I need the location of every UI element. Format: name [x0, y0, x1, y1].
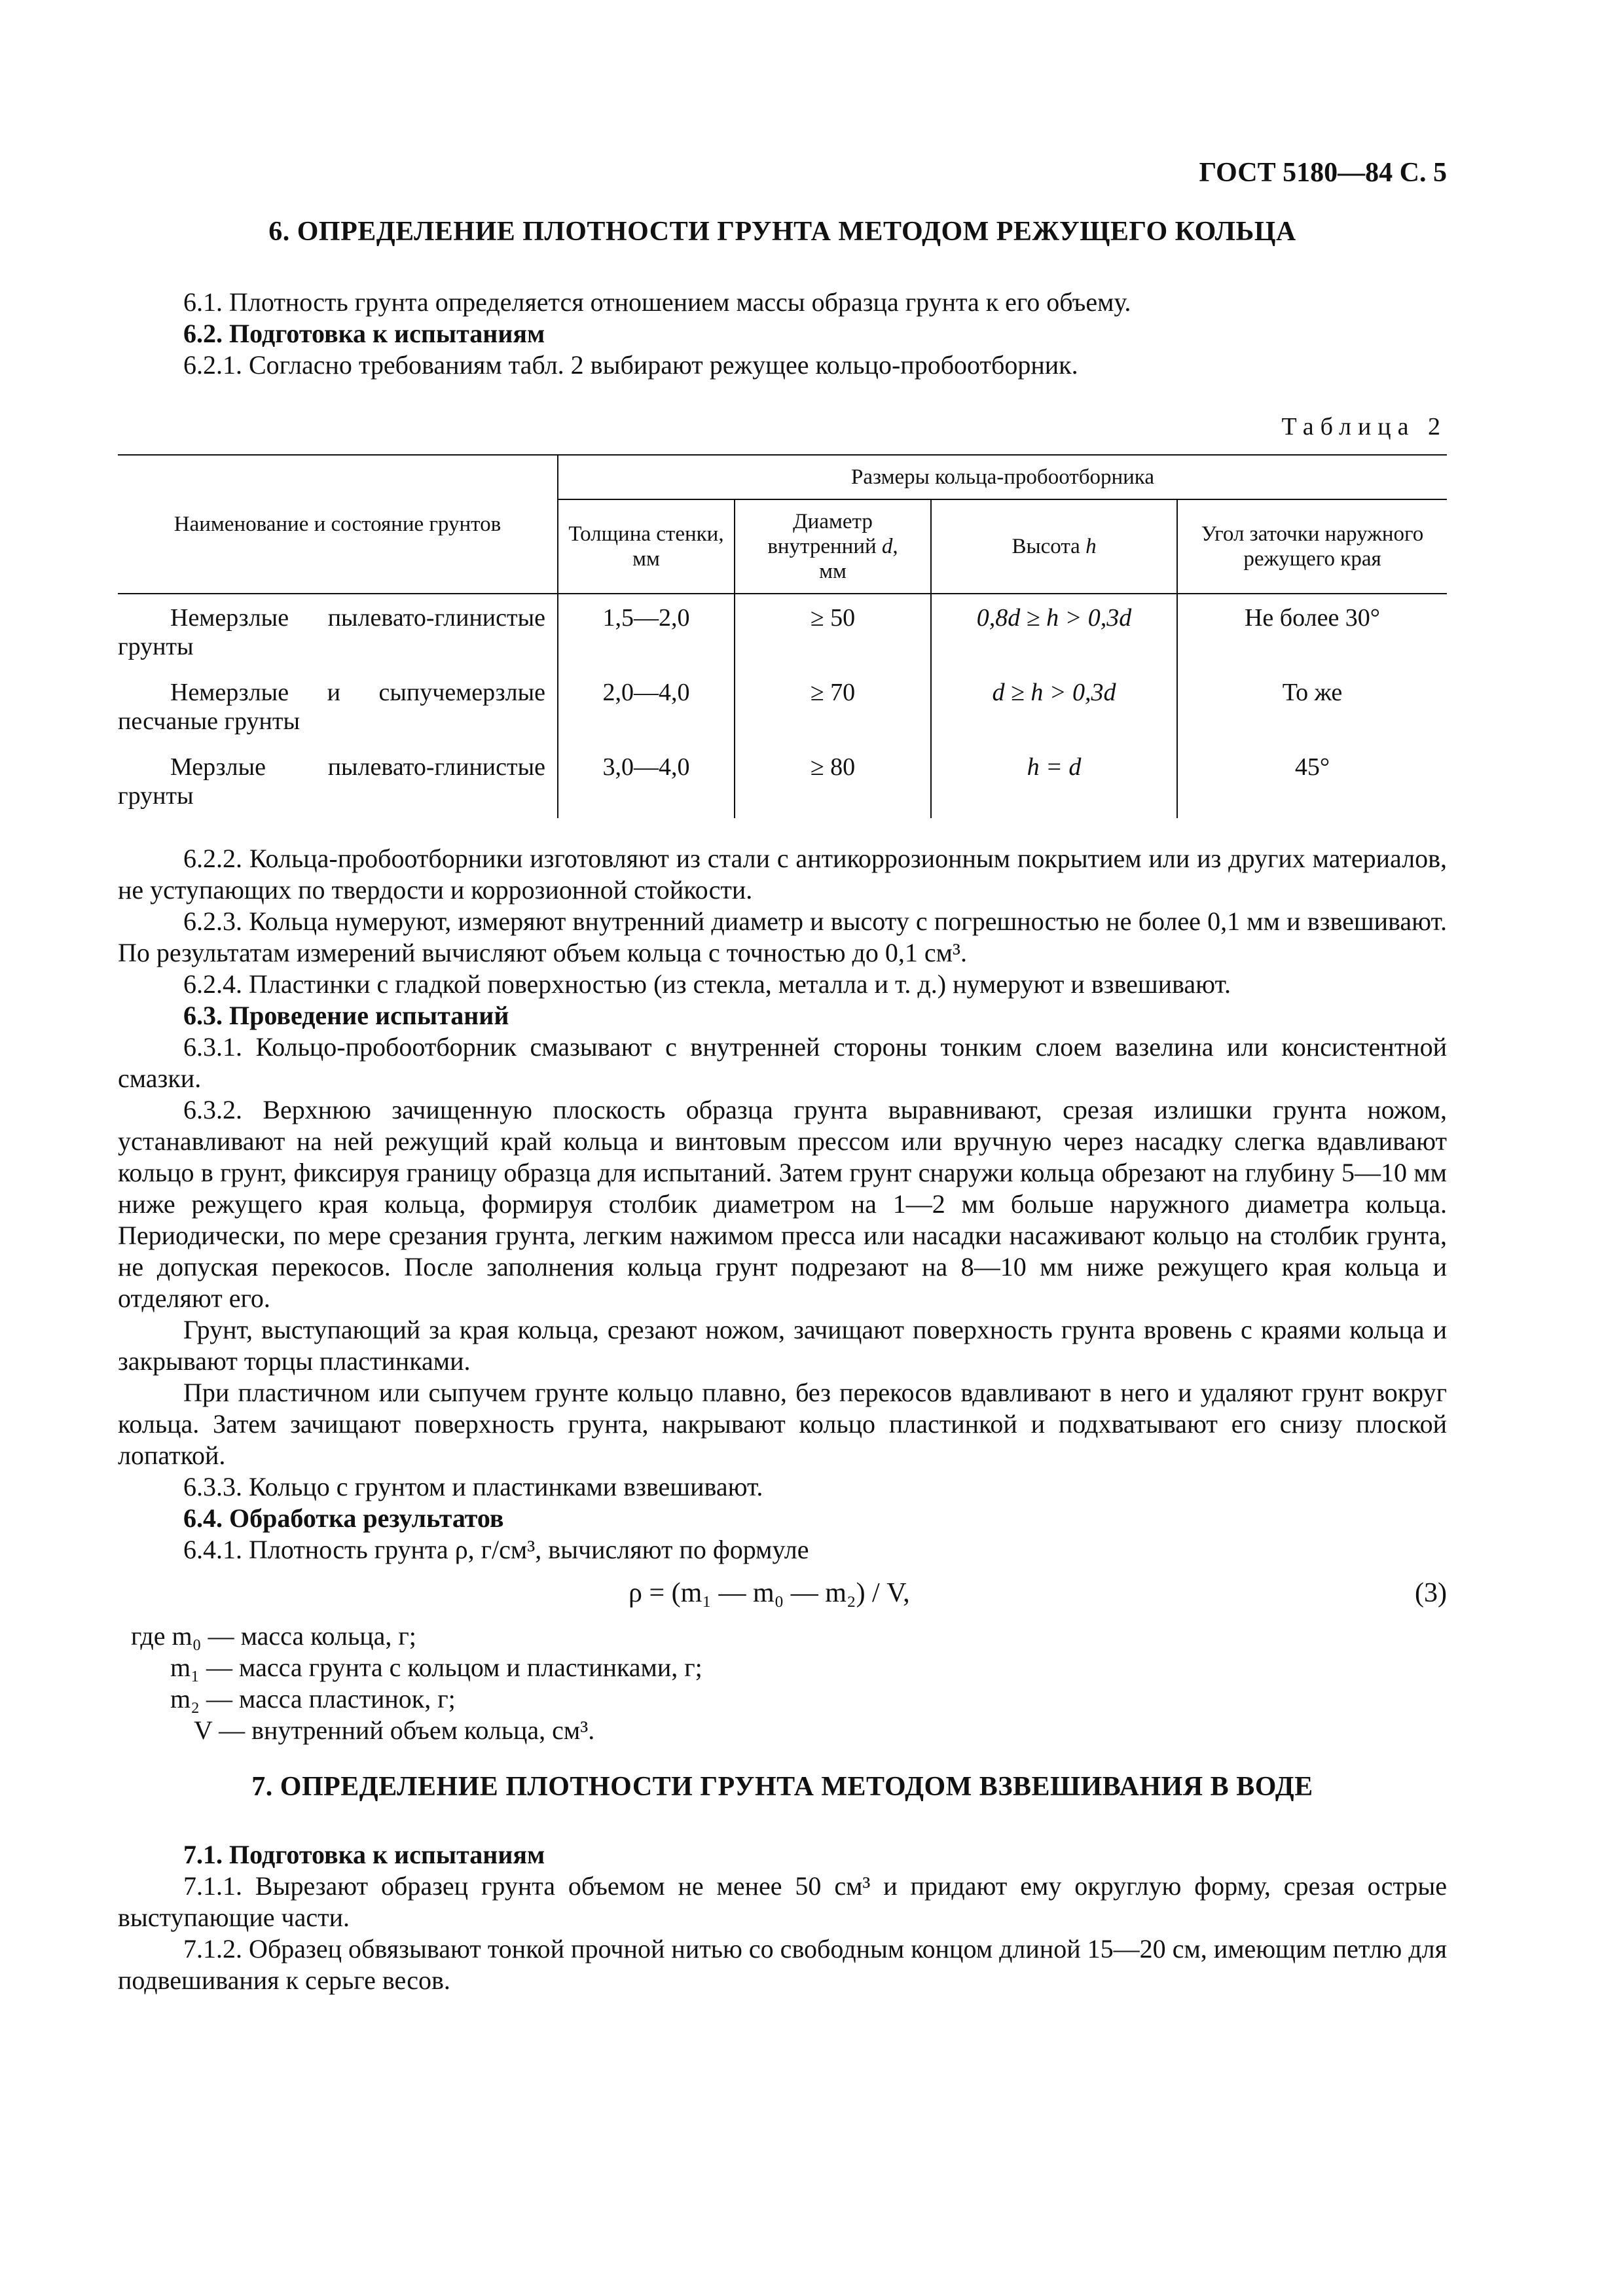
paragraph-6-3-1: 6.3.1. Кольцо-пробоотборник смазывают с внутренней стороны тонким слоем вазелина или консистентной смазки. — [118, 1032, 1447, 1093]
table-caption: Таблица 2 — [1281, 413, 1447, 440]
table-cell-soil: Немерзлые пылевато-глинистые грунты — [118, 604, 545, 660]
formula-legend — [118, 1621, 1447, 1746]
legend-line: m₂ — масса пластинок, г; — [170, 1684, 456, 1713]
subheading-6-2: 6.2. Подготовка к испытаниям — [183, 319, 545, 348]
paragraph-6-2-1: 6.2.1. Согласно требованиям табл. 2 выбирают режущее кольцо-пробоотборник. — [183, 350, 1078, 380]
subheading-7-1: 7.1. Подготовка к испытаниям — [183, 1840, 545, 1869]
legend-line: V — внутренний объем кольца, см³. — [194, 1715, 595, 1745]
table-row — [118, 744, 1447, 818]
legend-line: m₁ — масса грунта с кольцом и пластинками, г; — [170, 1653, 702, 1682]
table-cell-height: d ≥ h > 0,3d — [931, 669, 1177, 744]
table-cell-wall: 1,5—2,0 — [558, 594, 735, 669]
section-6-title: 6. ОПРЕДЕЛЕНИЕ ПЛОТНОСТИ ГРУНТА МЕТОДОМ РЕЖУЩЕГО КОЛЬЦА — [268, 217, 1296, 247]
subheading-6-4: 6.4. Обработка результатов — [183, 1503, 504, 1533]
table-cell-soil: Немерзлые и сыпучемерзлые песчаные грунты — [118, 679, 545, 735]
paragraph-6-2-4: 6.2.4. Пластинки с гладкой поверхностью (из стекла, металла и т. д.) нумеруют и взвешивают. — [183, 969, 1231, 999]
table-header-angle: Угол заточки наружного режущего края — [1177, 499, 1447, 594]
paragraph-7-1-1: 7.1.1. Вырезают образец грунта объемом не менее 50 см³ и придают ему округлую форму, срезая острые выступающие части. — [118, 1871, 1447, 1932]
paragraph-6-3-2-c: При пластичном или сыпучем грунте кольцо плавно, без перекосов вдавливают в него и удаляют грунт вокруг кольца. Затем зачищают поверхность грунта, накрывают кольцо пластинкой и подхватывают его снизу плоской лопаткой. — [118, 1378, 1447, 1470]
legend-line: где m₀ — масса кольца, г; — [131, 1621, 416, 1651]
table-header-ring-sizes: Размеры кольца-пробоотборника — [558, 455, 1447, 499]
density-formula — [118, 1572, 1447, 1615]
table-row — [118, 669, 1447, 744]
table-cell-wall: 2,0—4,0 — [558, 669, 735, 744]
table-header-diameter: Диаметр внутренний d, мм — [735, 499, 931, 594]
paragraph-6-3-2-b: Грунт, выступающий за края кольца, срезают ножом, зачищают поверхность грунта вровень с краями кольца и закрывают торцы пластинками. — [118, 1315, 1447, 1376]
paragraph-6-2-3: 6.2.3. Кольца нумеруют, измеряют внутренний диаметр и высоту с погрешностью не более 0,1 мм и взвешивают. По результатам измерений вычисляют объем кольца с точностью до 0,1 см³. — [118, 906, 1447, 967]
paragraph-6-3-3: 6.3.3. Кольцо с грунтом и пластинками взвешивают. — [183, 1472, 763, 1501]
table-cell-height: h = d — [931, 744, 1177, 818]
table-cell-diameter: ≥ 80 — [735, 744, 931, 818]
paragraph-6-3-2: 6.3.2. Верхнюю зачищенную плоскость образца грунта выравнивают, срезая излишки грунта ножом, устанавливают на ней режущий край кольца и винтовым прессом или вручную через насадку слегка вдавливают кольцо в грунт, фиксируя границу образца для испытаний. Затем грунт снаружи кольца обрезают на глубину 5—10 мм ниже режущего края кольца, формируя столбик диаметром на 1—2 мм больше наружного диаметра кольца. Периодически, по мере срезания грунта, легким нажимом пресса или насадки насаживают кольцо на столбик грунта, не допуская перекосов. После заполнения кольца грунт подрезают на 8—10 мм ниже режущего края кольца и отделяют его. — [118, 1095, 1447, 1313]
table-cell-angle: 45° — [1177, 744, 1447, 818]
section-7-title: 7. ОПРЕДЕЛЕНИЕ ПЛОТНОСТИ ГРУНТА МЕТОДОМ ВЗВЕШИВАНИЯ В ВОДЕ — [251, 1772, 1313, 1802]
formula-expression: ρ = (m₁ — m₀ — m₂) / V, — [629, 1578, 910, 1608]
document-page — [118, 157, 1447, 1996]
table-header-wall: Толщина стенки, мм — [558, 499, 735, 594]
table-row — [118, 594, 1447, 669]
formula-number: (3) — [1415, 1578, 1447, 1608]
paragraph-6-2-2: 6.2.2. Кольца-пробоотборники изготовляют из стали с антикоррозионным покрытием или из других материалов, не уступающих по твердости и коррозионной стойкости. — [118, 844, 1447, 905]
table-cell-angle: То же — [1177, 669, 1447, 744]
table-header-soil: Наименование и состояние грунтов — [173, 512, 501, 536]
table-cell-diameter: ≥ 50 — [735, 594, 931, 669]
ring-size-table — [118, 454, 1447, 818]
paragraph-7-1-2: 7.1.2. Образец обвязывают тонкой прочной нитью со свободным концом длиной 15—20 см, имеющим петлю для подвешивания к серьге весов. — [118, 1934, 1447, 1995]
table-cell-soil: Мерзлые пылевато-глинистые грунты — [118, 753, 545, 810]
table-cell-height: 0,8d ≥ h > 0,3d — [931, 594, 1177, 669]
table-cell-angle: Не более 30° — [1177, 594, 1447, 669]
paragraph-6-4-1: 6.4.1. Плотность грунта ρ, г/см³, вычисляют по формуле — [183, 1535, 809, 1564]
subheading-6-3: 6.3. Проведение испытаний — [183, 1001, 509, 1030]
table-header-height: Высота h — [931, 499, 1177, 594]
paragraph-6-1: 6.1. Плотность грунта определяется отношением массы образца грунта к его объему. — [183, 287, 1131, 317]
document-header: ГОСТ 5180—84 С. 5 — [1199, 158, 1447, 188]
table-cell-diameter: ≥ 70 — [735, 669, 931, 744]
table-cell-wall: 3,0—4,0 — [558, 744, 735, 818]
